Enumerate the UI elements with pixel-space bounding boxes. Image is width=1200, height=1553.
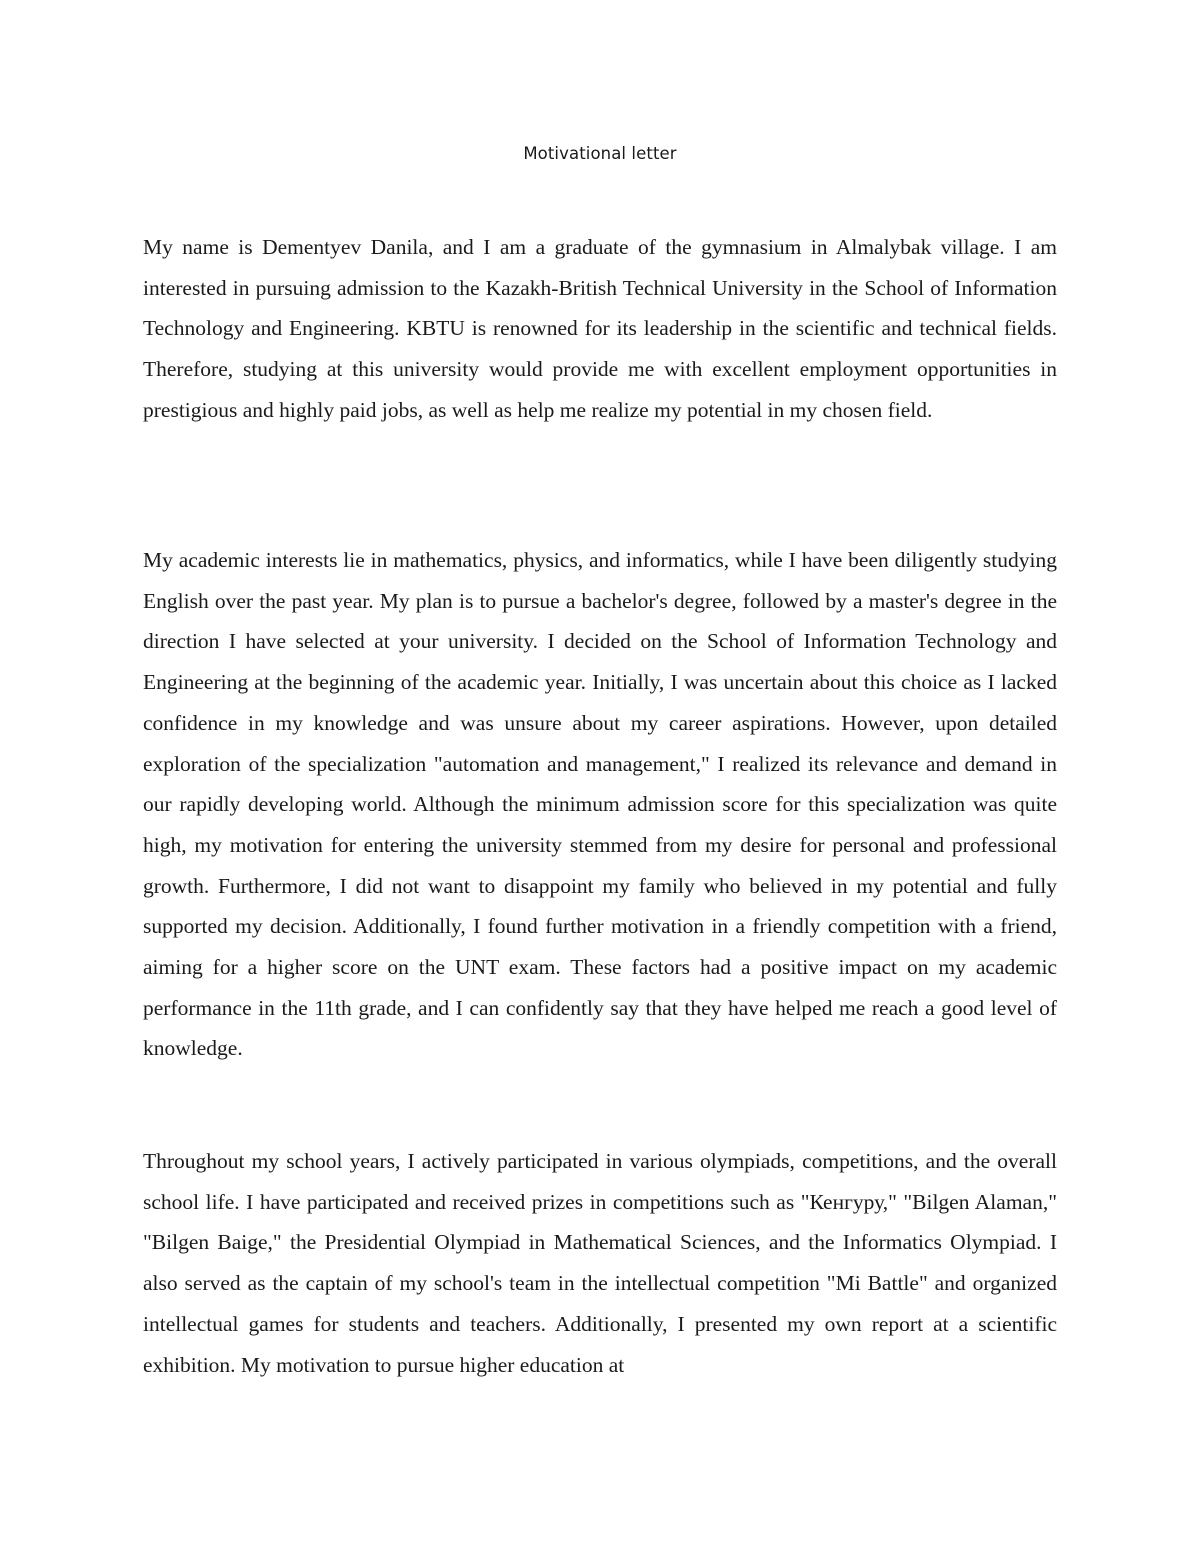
paragraph-introduction: My name is Dementyev Danila, and I am a graduate of the gymnasium in Almalybak village. I am interested in pursuing admission to the Kazakh-British Technical University in the School of Information Technology and Engineering. KBTU is renowned for its leadership in the scientific and technical fields. Therefore, studying at this university would provide me with excellent employment opportunities in prestigious and highly paid jobs, as well as help me realize my potential in my chosen field. bbox=[143, 235, 1057, 422]
paragraph-school-activities: Throughout my school years, I actively participated in various olympiads, competitions, and the overall school life. I have participated and received prizes in competitions such as "Кенгуру," "Bilgen Alaman," "Bilgen Baige," the Presidential Olympiad in Mathematical Sciences, and the Informatics Olympiad. I also served as the captain of my school's team in the intellectual competition "Mi Battle" and organized intellectual games for students and teachers. Additionally, I presented my own report at a scientific exhibition. My motivation to pursue higher education at bbox=[143, 1149, 1057, 1377]
paragraph-academic-interests: My academic interests lie in mathematics, physics, and informatics, while I have been diligently studying English over the past year. My plan is to pursue a bachelor's degree, followed by a master's degree in the direction I have selected at your university. I decided on the School of Information Technology and Engineering at the beginning of the academic year. Initially, I was uncertain about this choice as I lacked confidence in my knowledge and was unsure about my career aspirations. However, upon detailed exploration of the specialization "automation and management," I realized its relevance and demand in our rapidly developing world. Although the minimum admission score for this specialization was quite high, my motivation for entering the university stemmed from my desire for personal and professional growth. Furthermore, I did not want to disappoint my family who believed in my potential and fully supported my decision. Additionally, I found further motivation in a friendly competition with a friend, aiming for a higher score on the UNT exam. These factors had a positive impact on my academic performance in the 11th grade, and I can confidently say that they have helped me reach a good level of knowledge. bbox=[143, 548, 1057, 1061]
document-title: Motivational letter bbox=[523, 144, 677, 163]
